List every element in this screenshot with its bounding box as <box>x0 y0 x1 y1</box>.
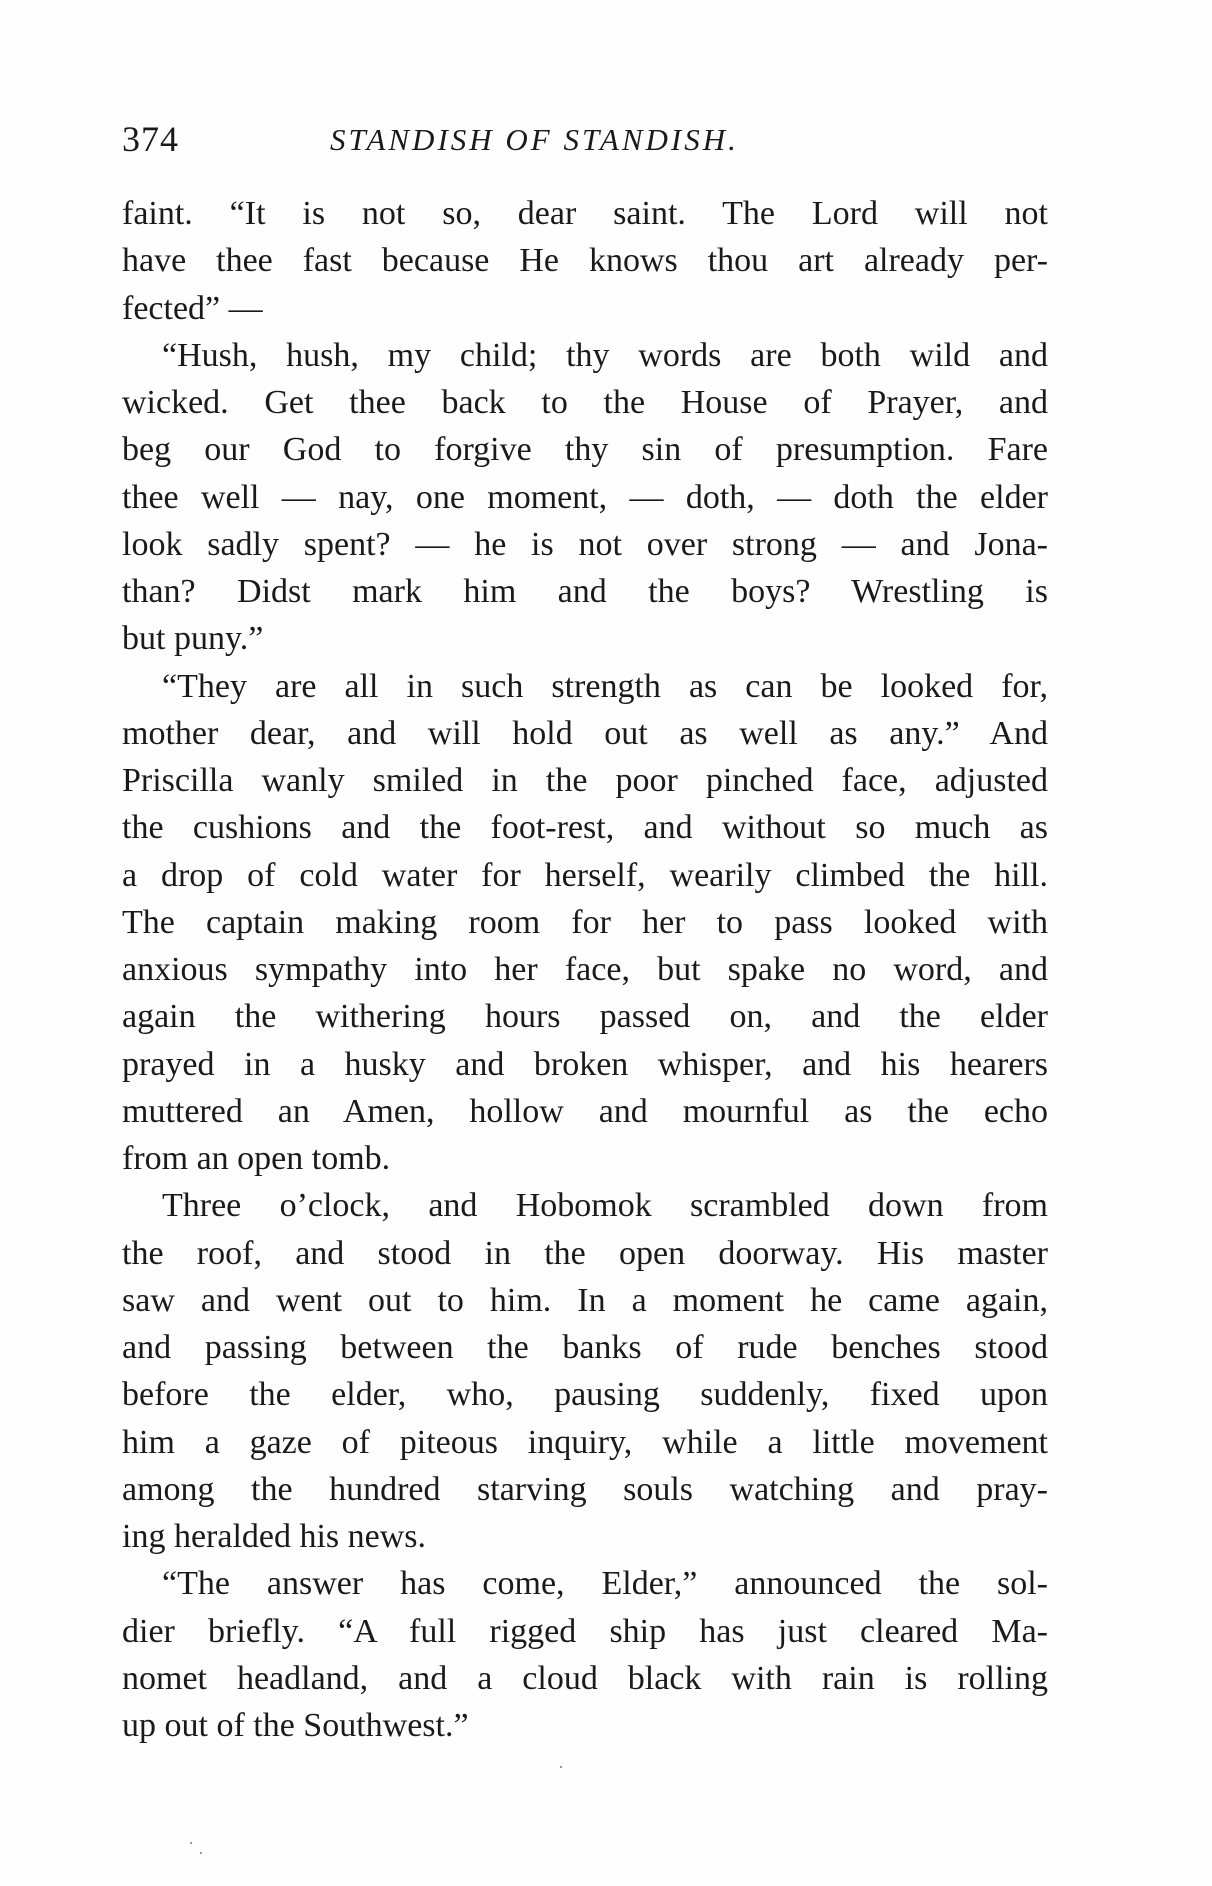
text-line: muttered an Amen, hollow and mournful as the echo <box>122 1092 1048 1130</box>
text-line: “The answer has come, Elder,” announced the sol- <box>162 1565 1048 1603</box>
text-line: saw and went out to him. In a moment he came again, <box>122 1281 1048 1319</box>
print-speck <box>560 1766 562 1768</box>
text-line: again the withering hours passed on, and the elder <box>122 998 1048 1036</box>
text-line: thee well — nay, one moment, — doth, — doth the elder <box>122 478 1048 516</box>
text-line: and passing between the banks of rude benches stood <box>122 1329 1048 1366</box>
text-line: than? Didst mark him and the boys? Wrestling is <box>122 573 1048 610</box>
text-line: before the elder, who, pausing suddenly, fixed upon <box>122 1376 1048 1414</box>
text-line: fected” — <box>122 289 263 327</box>
text-line: have thee fast because He knows thou art already per- <box>122 242 1048 280</box>
text-line: Priscilla wanly smiled in the poor pinched face, adjusted <box>122 762 1048 799</box>
text-line: prayed in a husky and broken whisper, and his hearers <box>122 1045 1048 1083</box>
text-line: ing heralded his news. <box>122 1518 427 1555</box>
print-speck <box>200 1852 202 1854</box>
text-line: wicked. Get thee back to the House of Prayer, and <box>122 384 1048 421</box>
text-line: beg our God to forgive thy sin of presumption. Fare <box>122 431 1048 469</box>
text-line: “Hush, hush, my child; thy words are both wild and <box>162 336 1048 374</box>
text-line: dier briefly. “A full rigged ship has just cleared Ma- <box>122 1612 1048 1650</box>
text-line: look sadly spent? — he is not over strong — and Jona- <box>122 525 1048 563</box>
page-header <box>122 118 1042 158</box>
text-line: “They are all in such strength as can be looked for, <box>162 667 1048 705</box>
text-line: anxious sympathy into her face, but spake no word, and <box>122 951 1048 988</box>
text-line: but puny.” <box>122 620 264 658</box>
text-line: up out of the Southwest.” <box>122 1707 469 1744</box>
body-text <box>122 190 1048 1749</box>
text-line: Three o’clock, and Hobomok scrambled down from <box>162 1187 1048 1225</box>
text-line: from an open tomb. <box>122 1140 391 1177</box>
text-line: The captain making room for her to pass looked with <box>122 903 1048 941</box>
running-title: STANDISH OF STANDISH. <box>330 122 739 157</box>
print-speck <box>190 1842 192 1844</box>
text-line: nomet headland, and a cloud black with rain is rolling <box>122 1659 1048 1697</box>
text-line: mother dear, and will hold out as well as any.” And <box>122 714 1048 752</box>
text-line: him a gaze of piteous inquiry, while a little movement <box>122 1423 1048 1461</box>
text-line: the roof, and stood in the open doorway. His master <box>122 1234 1048 1272</box>
text-line: faint. “It is not so, dear saint. The Lord will not <box>122 195 1048 232</box>
page-number: 374 <box>122 119 179 159</box>
text-line: among the hundred starving souls watching and pray- <box>122 1470 1048 1508</box>
text-line: a drop of cold water for herself, wearily climbed the hill. <box>122 856 1048 894</box>
text-line: the cushions and the foot-rest, and without so much as <box>122 809 1048 847</box>
